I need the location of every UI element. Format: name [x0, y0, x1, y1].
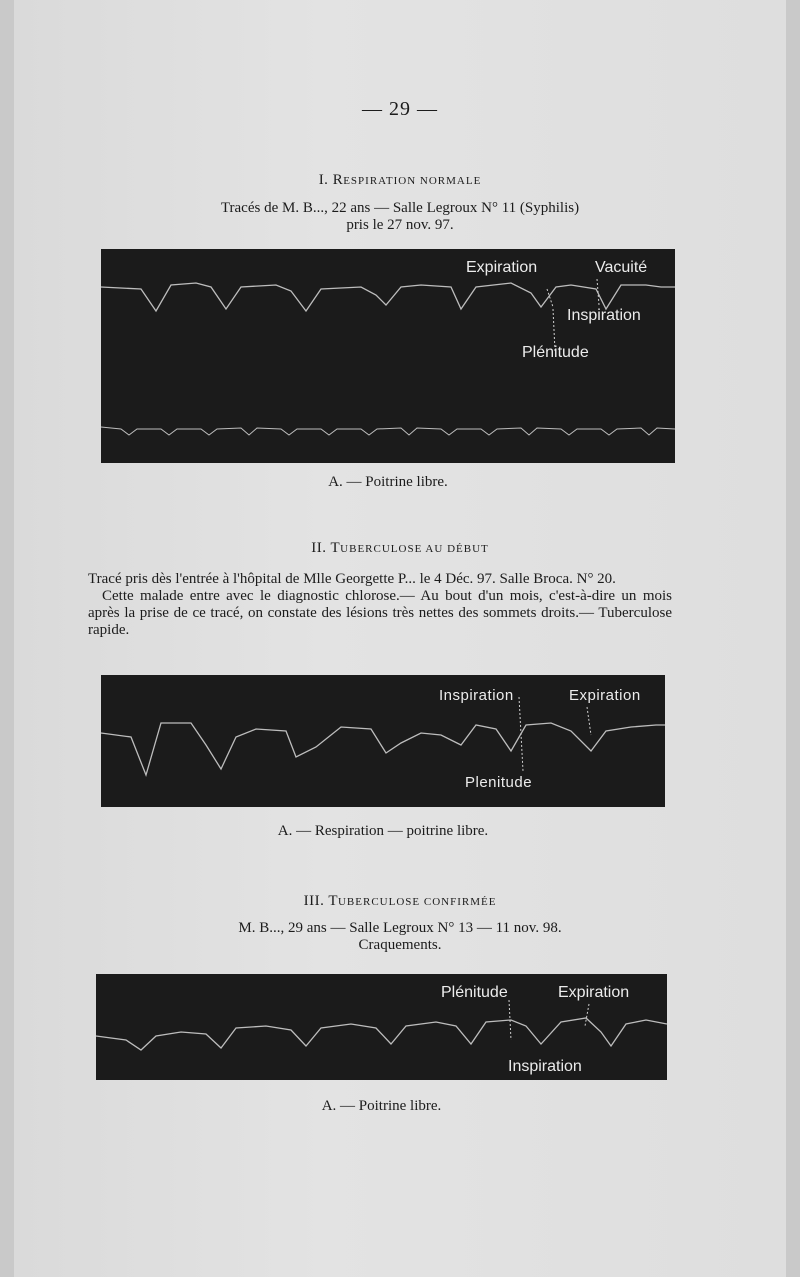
section-3-heading [0, 893, 800, 910]
trace-figure-3 [96, 974, 667, 1080]
section-3-meta [0, 920, 800, 954]
trace-figure-1 [101, 249, 675, 463]
section-3-title-initial: T [328, 893, 338, 909]
section-2-number: II. [311, 540, 327, 556]
label-inspiration: Inspiration [508, 1058, 582, 1075]
label-expiration: Expiration [558, 984, 630, 1001]
figure-2-caption: A. — Respiration — poitrine libre. [277, 823, 489, 839]
section-1-meta [0, 200, 800, 234]
section-2-title-initial: T [330, 540, 341, 556]
section-3-meta-line1: M. B..., 29 ans — Salle Legroux N° 13 — 11 nov. 98. [238, 920, 562, 936]
section-2-paragraph-2: Cette malade entre avec le diagnostic chlorose.— Au bout d'un mois, c'est-à-dire un mois après la prise de ce tracé, on constate des lésions très nettes des sommets droits.— Tuberculose rapide. [88, 588, 672, 638]
section-1-title-initial: R [332, 172, 344, 188]
section-2-paragraph-1: Tracé pris dès l'entrée à l'hôpital de Mlle Georgette P... le 4 Déc. 97. Salle Broca. N° 20. [88, 571, 616, 587]
label-plenitude: Plénitude [522, 344, 589, 361]
label-inspiration: Inspiration [567, 307, 641, 324]
trace-figure-2 [101, 675, 665, 807]
figure-3-caption: A. — Poitrine libre. [321, 1098, 442, 1114]
section-3-title: UBERCULOSE CONFIRMÉE [337, 896, 497, 908]
section-2-title: UBERCULOSE AU DÉBUT [340, 543, 489, 555]
section-3-meta-line2: Craquements. [358, 937, 442, 953]
section-2-heading [0, 540, 800, 557]
label-vacuite: Vacuité [595, 259, 648, 276]
section-1-number: I. [318, 172, 329, 188]
section-3-number: III. [303, 893, 325, 909]
section-1-title: ESPIRATION NORMALE [343, 175, 482, 187]
label-plenitude: Plenitude [465, 774, 533, 791]
section-2-text [88, 571, 672, 639]
section-1-heading [0, 172, 800, 189]
label-expiration: Expiration [466, 259, 538, 276]
page-number: — 29 — [362, 98, 438, 120]
label-inspiration: Inspiration [439, 687, 514, 704]
label-expiration: Expiration [569, 687, 641, 704]
section-1-meta-line1: Tracés de M. B..., 22 ans — Salle Legroux N° 11 (Syphilis) [220, 200, 580, 216]
figure-1-caption: A. — Poitrine libre. [328, 474, 448, 490]
section-1-meta-line2: pris le 27 nov. 97. [346, 217, 454, 233]
label-plenitude: Plénitude [441, 984, 508, 1001]
